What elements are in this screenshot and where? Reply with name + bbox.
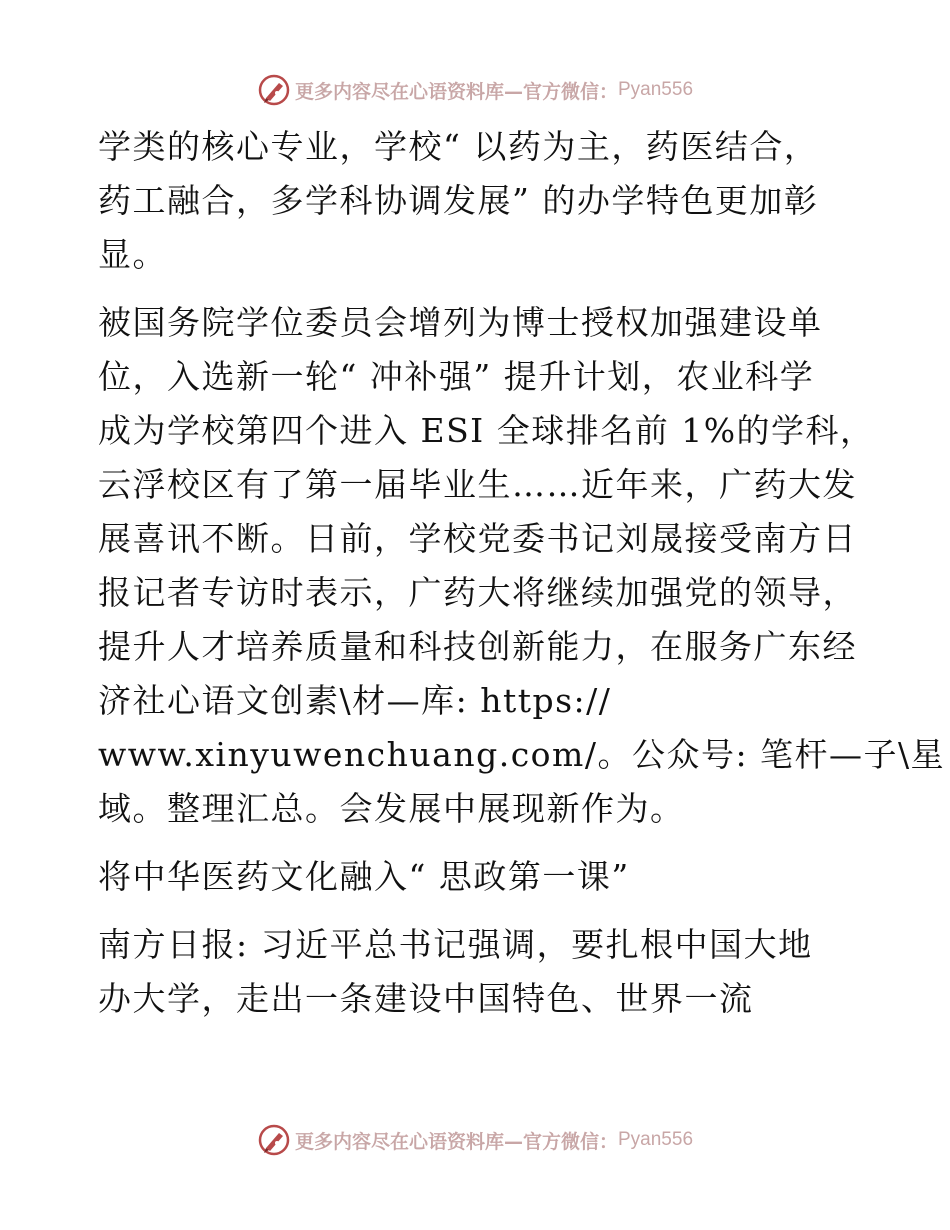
paragraph-gap <box>98 836 858 850</box>
watermark-text: 更多内容尽在心语资料库—官方微信： <box>294 80 618 103</box>
section-heading <box>98 850 858 904</box>
text-line: 提升人才培养质量和科技创新能力，在服务广东经 <box>98 627 857 666</box>
watermark-id: Pyan556 <box>618 1129 694 1150</box>
text-line: 域。整理汇总。会发展中展现新作为。 <box>98 789 685 828</box>
text-line: 位，入选新一轮“ 冲补强” 提升计划，农业科学 <box>98 357 815 396</box>
text-line: 南方日报: 习近平总书记强调，要扎根中国大地 <box>98 925 813 964</box>
pen-seal-logo-icon <box>257 1123 291 1157</box>
footer-watermark <box>0 1120 950 1160</box>
text-line: 将中华医药文化融入“ 思政第一课” <box>98 857 630 896</box>
watermark-id: Pyan556 <box>618 79 694 100</box>
text-line: 药工融合，多学科协调发展” 的办学特色更加彰 <box>98 181 819 220</box>
paragraph-2 <box>98 296 946 836</box>
text-line: 云浮校区有了第一届毕业生……近年来，广药大发 <box>98 465 857 504</box>
text-line: 展喜讯不断。日前，学校党委书记刘晟接受南方日 <box>98 519 857 558</box>
header-watermark <box>0 70 950 110</box>
text-line: 济社心语文创素\材—库: https:// <box>98 681 612 720</box>
paragraph-1 <box>98 120 858 282</box>
paragraph-gap <box>98 904 858 918</box>
text-line: 学类的核心专业，学校“ 以药为主，药医结合， <box>98 127 819 166</box>
text-line: 成为学校第四个进入 ESI 全球排名前 1%的学科， <box>98 411 875 450</box>
paragraph-3 <box>98 918 858 1026</box>
text-line: www.xinyuwenchuang.com/。公众号: 笔杆—子\星 <box>98 735 946 774</box>
text-line: 被国务院学位委员会增列为博士授权加强建设单 <box>98 303 823 342</box>
text-line: 报记者专访时表示，广药大将继续加强党的领导， <box>98 573 857 612</box>
watermark-text: 更多内容尽在心语资料库—官方微信： <box>294 1130 618 1153</box>
pen-seal-logo-icon <box>257 73 291 107</box>
text-line: 显。 <box>98 235 167 274</box>
paragraph-gap <box>98 282 858 296</box>
text-line: 办大学，走出一条建设中国特色、世界一流 <box>98 979 754 1018</box>
document-body <box>98 120 946 1026</box>
